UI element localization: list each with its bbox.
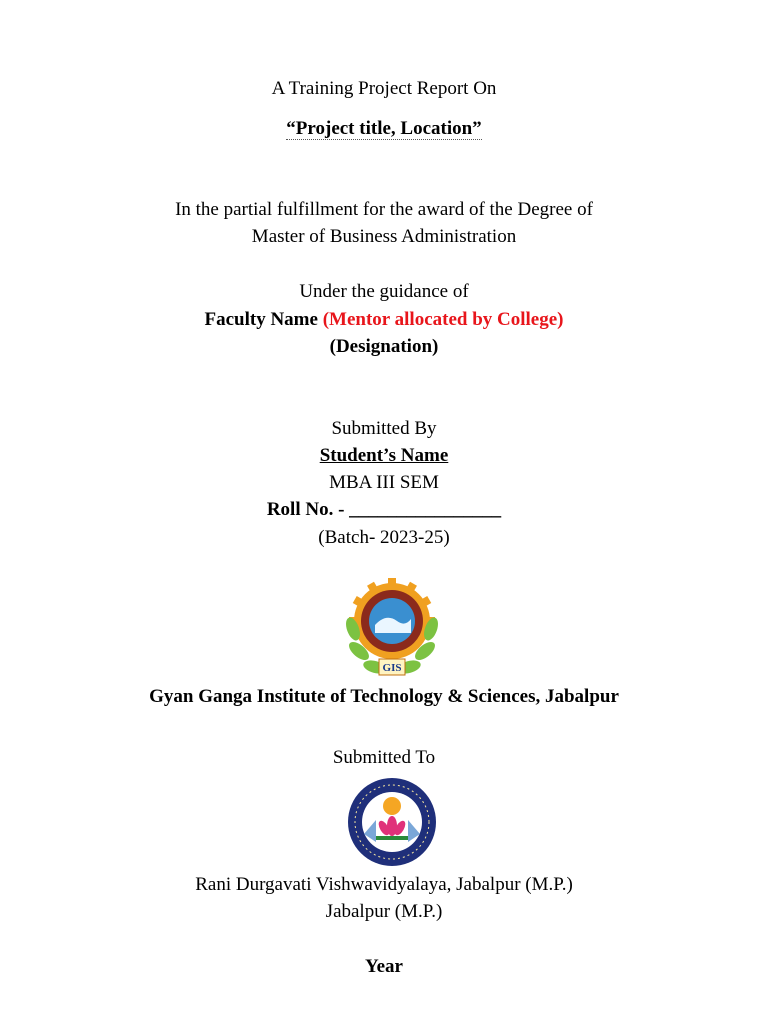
- semester: MBA III SEM: [329, 472, 439, 493]
- student-name-row: [0, 444, 768, 468]
- fulfillment-line-1: In the partial fulfillment for the award of the Degree of: [175, 199, 593, 220]
- submitted-to-label: Submitted To: [332, 747, 436, 768]
- submitted-by-label: Submitted By: [331, 418, 437, 439]
- university-name: Rani Durgavati Vishwavidyalaya, Jabalpur (M.P.): [195, 874, 573, 895]
- institute-name: Gyan Ganga Institute of Technology & Sciences, Jabalpur: [149, 686, 619, 707]
- roll-number: Roll No. - ________________: [266, 499, 502, 520]
- year-label: Year: [365, 956, 403, 977]
- project-title: “Project title, Location”: [286, 118, 482, 139]
- guidance-label: Under the guidance of: [299, 281, 469, 302]
- sun-icon: [383, 797, 401, 815]
- university-city: Jabalpur (M.P.): [325, 901, 443, 922]
- faculty-row: [0, 308, 768, 332]
- faculty-designation: (Designation): [329, 336, 439, 357]
- project-title-row: [0, 117, 768, 141]
- mentor-note: (Mentor allocated by College): [322, 309, 564, 330]
- batch: (Batch- 2023-25): [318, 527, 450, 548]
- faculty-name: Faculty Name: [204, 309, 318, 330]
- university-logo: [346, 776, 438, 868]
- report-heading: A Training Project Report On: [271, 78, 497, 99]
- institute-logo: [341, 577, 443, 679]
- institute-monogram: GIS: [382, 662, 402, 674]
- degree-name: Master of Business Administration: [251, 226, 517, 247]
- student-name: Student’s Name: [319, 445, 449, 466]
